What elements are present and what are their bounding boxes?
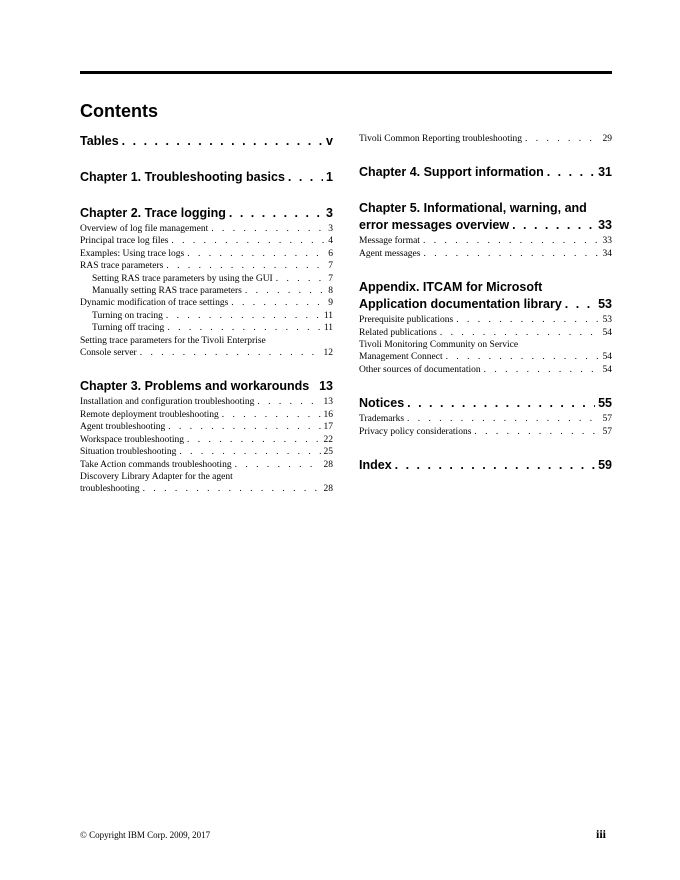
dot-leader: [187, 434, 321, 446]
toc-entry-label: Related publications: [359, 327, 437, 338]
dot-leader: [166, 310, 321, 322]
toc-entry-tables[interactable]: [80, 133, 333, 150]
toc-entry-appendix[interactable]: [359, 296, 612, 313]
dot-leader: [179, 446, 320, 458]
copyright-notice: © Copyright IBM Corp. 2009, 2017: [80, 830, 211, 840]
dot-leader: [168, 421, 320, 433]
toc-subentry[interactable]: [80, 434, 333, 446]
toc-entry-notices[interactable]: [359, 395, 612, 412]
toc-entry-page: 57: [602, 414, 612, 425]
toc-entry-label: Notices: [359, 396, 405, 411]
dot-leader: [211, 223, 325, 235]
toc-entry-appendix-line[interactable]: Appendix. ITCAM for Microsoft: [359, 280, 543, 295]
toc-entry-page: 1: [326, 170, 333, 184]
toc-entry-page: 33: [598, 218, 612, 233]
toc-entry-page: 6: [328, 248, 333, 259]
dot-leader: [547, 164, 595, 181]
dot-leader: [407, 395, 595, 412]
toc-subentry[interactable]: [80, 347, 333, 359]
toc-entry-page: 3: [326, 206, 333, 220]
toc-subentry[interactable]: [80, 421, 333, 433]
toc-entry-label: Turning off tracing: [92, 323, 165, 334]
toc-subentry[interactable]: [80, 396, 333, 408]
toc-entry-chapter-5-line[interactable]: Chapter 5. Informational, warning, and: [359, 201, 587, 216]
toc-entry-label: Prerequisite publications: [359, 315, 454, 326]
toc-entry-label: Agent troubleshooting: [80, 422, 166, 433]
toc-entry-page: 59: [598, 458, 612, 473]
toc-entry-label: Remote deployment troubleshooting: [80, 409, 219, 420]
toc-entry-page: 7: [328, 261, 333, 272]
dot-leader: [222, 409, 321, 421]
toc-entry-chapter-2[interactable]: [80, 205, 333, 222]
dot-leader: [484, 364, 600, 376]
dot-leader: [512, 217, 595, 234]
toc-entry-label: troubleshooting: [80, 484, 140, 495]
dot-leader: [166, 260, 325, 272]
toc-entry-label: Application documentation library: [359, 297, 562, 312]
toc-subentry-line[interactable]: Tivoli Monitoring Community on Service: [359, 340, 519, 351]
toc-subentry[interactable]: [80, 223, 333, 235]
toc-entry-page: 9: [328, 298, 333, 309]
toc-subentry[interactable]: [359, 248, 612, 260]
toc-subentry[interactable]: [359, 327, 612, 339]
toc-subentry[interactable]: [80, 260, 333, 272]
dot-leader: [423, 248, 599, 260]
toc-subentry[interactable]: [80, 483, 333, 495]
toc-entry-label: Message format: [359, 236, 420, 247]
toc-entry-page: 25: [323, 447, 333, 458]
toc-entry-label: Console server: [80, 348, 137, 359]
dot-leader: [407, 413, 599, 425]
toc-entry-chapter-3[interactable]: [80, 378, 333, 395]
toc-subentry-line[interactable]: Discovery Library Adapter for the agent: [80, 471, 233, 482]
toc-entry-label: Situation troubleshooting: [80, 447, 177, 458]
toc-entry-page: 7: [328, 273, 333, 284]
dot-leader: [440, 327, 600, 339]
toc-entry-label: Overview of log file management: [80, 224, 209, 234]
toc-subentry[interactable]: [80, 273, 333, 285]
dot-leader: [257, 396, 320, 408]
toc-entry-page: 13: [323, 397, 333, 408]
toc-entry-page: 11: [323, 310, 333, 321]
toc-subentry[interactable]: [359, 364, 612, 376]
toc-entry-label: error messages overview: [359, 218, 510, 233]
toc-entry-page: 4: [328, 236, 333, 247]
toc-entry-page: 28: [323, 459, 333, 470]
toc-entry-page: 8: [328, 286, 333, 297]
toc-entry-chapter-4[interactable]: [359, 164, 612, 181]
toc-entry-chapter-1[interactable]: [80, 169, 333, 186]
dot-leader: [140, 347, 321, 359]
toc-entry-page: 31: [598, 165, 612, 180]
toc-entry-label: Management Connect: [359, 352, 443, 363]
toc-entry-page: 28: [323, 484, 333, 495]
toc-entry-label: Tables: [80, 134, 119, 148]
toc-entry-page: 54: [602, 352, 612, 363]
dot-leader: [565, 296, 595, 313]
toc-subentry[interactable]: [80, 459, 333, 471]
toc-entry-page: 17: [323, 422, 333, 433]
toc-subentry[interactable]: [359, 351, 612, 363]
toc-entry-label: Other sources of documentation: [359, 364, 481, 375]
toc-entry-label: Examples: Using trace logs: [80, 248, 185, 259]
toc-entry-label: Installation and configuration troubleshooting: [80, 397, 255, 408]
toc-subentry[interactable]: [359, 314, 612, 326]
toc-subentry[interactable]: [80, 297, 333, 309]
toc-entry-label: Take Action commands troubleshooting: [80, 459, 232, 470]
toc-subentry[interactable]: [80, 310, 333, 322]
toc-subentry[interactable]: [359, 235, 612, 247]
top-rule: [80, 71, 612, 74]
dot-leader: [276, 273, 326, 285]
toc-entry-label: Dynamic modification of trace settings: [80, 298, 229, 309]
toc-subentry[interactable]: [80, 409, 333, 421]
dot-leader: [229, 205, 323, 222]
toc-subentry[interactable]: [80, 446, 333, 458]
toc-entry-label: Trademarks: [359, 414, 405, 425]
toc-entry-page: 11: [323, 323, 333, 334]
dot-leader: [245, 285, 325, 297]
toc-entry-label: Index: [359, 458, 392, 473]
dot-leader: [525, 133, 599, 145]
toc-entry-page: 13: [319, 379, 333, 394]
toc-entry-page: 33: [602, 236, 612, 247]
toc-entry-page: 53: [598, 297, 612, 312]
dot-leader: [395, 457, 595, 474]
toc-subentry[interactable]: [80, 322, 333, 334]
toc-entry-label: Manually setting RAS trace parameters: [92, 286, 242, 297]
toc-entry-label: Workspace troubleshooting: [80, 434, 184, 445]
dot-leader: [187, 248, 325, 260]
page-title: Contents: [80, 101, 158, 121]
toc-subentry[interactable]: [359, 413, 612, 425]
toc-entry-label: RAS trace parameters: [80, 261, 164, 272]
dot-leader: [167, 322, 321, 334]
toc-entry-page: 22: [323, 434, 333, 445]
toc-subentry[interactable]: [359, 133, 612, 145]
toc-subentry[interactable]: [80, 285, 333, 297]
dot-leader: [446, 351, 600, 363]
toc-entry-label: Tivoli Common Reporting troubleshooting: [359, 134, 523, 144]
dot-leader: [231, 297, 325, 309]
dot-leader: [456, 314, 599, 326]
dot-leader: [235, 459, 321, 471]
dot-leader: [423, 235, 600, 247]
toc-entry-label: Principal trace log files: [80, 236, 169, 247]
toc-subentry[interactable]: [80, 248, 333, 260]
toc-subentry-line[interactable]: Setting trace parameters for the Tivoli Enterprise: [80, 335, 266, 346]
toc-entry-label: Chapter 3. Problems and workarounds: [80, 379, 310, 394]
dot-leader: [288, 169, 323, 186]
toc-entry-page: 12: [323, 348, 333, 359]
toc-right-column: [359, 132, 612, 474]
toc-entry-page: 34: [602, 248, 612, 259]
toc-entry-label: Setting RAS trace parameters by using the GUI: [92, 273, 273, 284]
toc-entry-page: 55: [598, 396, 612, 411]
toc-subentry[interactable]: [80, 235, 333, 247]
toc-entry-page: 3: [328, 224, 333, 234]
toc-entry-label: Privacy policy considerations: [359, 426, 472, 437]
dot-leader: [122, 133, 323, 150]
page-number: iii: [596, 827, 607, 841]
dot-leader: [143, 483, 321, 495]
toc-entry-page: 53: [602, 315, 612, 326]
toc-entry-label: Chapter 1. Troubleshooting basics: [80, 170, 285, 184]
toc-entry-page: 29: [602, 134, 612, 144]
toc-entry-index[interactable]: [359, 457, 612, 474]
dot-leader: [171, 235, 325, 247]
toc-entry-page: 54: [602, 327, 612, 338]
toc-entry-page: 16: [323, 409, 333, 420]
toc-entry-label: Chapter 2. Trace logging: [80, 206, 226, 220]
toc-entry-label: Chapter 4. Support information: [359, 165, 544, 180]
toc-left-column: [80, 132, 333, 496]
toc-entry-page: v: [326, 134, 333, 148]
toc-entry-label: Turning on tracing: [92, 310, 163, 321]
toc-subentry[interactable]: [359, 426, 612, 438]
toc-entry-page: 54: [602, 364, 612, 375]
toc-entry-chapter-5[interactable]: [359, 217, 612, 234]
dot-leader: [474, 426, 599, 438]
toc-entry-label: Agent messages: [359, 248, 421, 259]
toc-entry-page: 57: [602, 426, 612, 437]
